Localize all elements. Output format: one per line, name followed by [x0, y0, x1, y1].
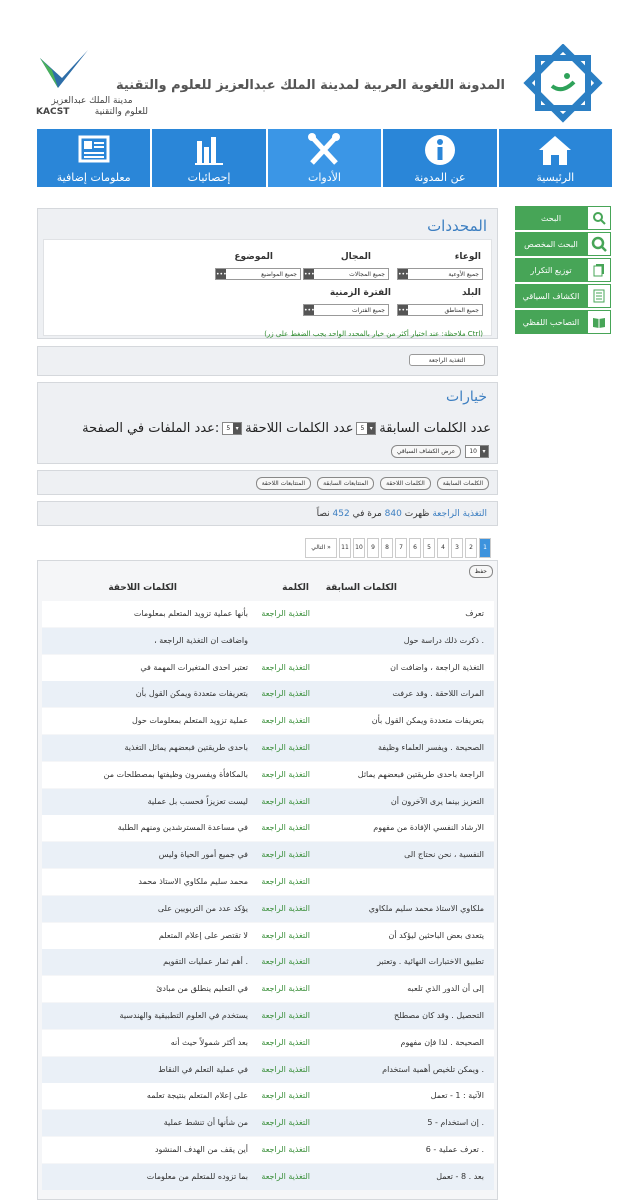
dropdown-icon: ▾ [480, 446, 488, 457]
prev-context-cell: تعرف عملية - 6 . [425, 1145, 484, 1154]
times-in-word: مرة في [352, 509, 382, 519]
next-context-cell: عملية تزويد المتعلم بمعلومات حول [131, 716, 248, 726]
table-row [42, 1164, 494, 1190]
files-label: عدد الملفات في الصفحة: [82, 421, 220, 436]
period-label: الفترة الزمنية [329, 288, 391, 298]
next-context-cell: يؤكد عدد من التربويين على [157, 903, 248, 913]
prev-context-cell: التحصيل . وقد كان مصطلح [394, 1011, 484, 1020]
page-link[interactable]: 4 [437, 538, 449, 558]
search-term-panel [37, 346, 498, 376]
concordance-table [37, 560, 498, 1200]
document-icon [74, 133, 114, 167]
next-context-cell: يستخدم في العلوم التطبيقية والهندسية [119, 1011, 248, 1020]
nav-home[interactable] [499, 129, 612, 187]
prev-context-cell: المرات اللاحقة . وقد عرفت [392, 689, 484, 699]
filters-title: المحددات [427, 217, 487, 235]
next-context-cell: على إعلام المتعلم بنتيجة تعلمه [146, 1091, 248, 1101]
next-context-cell: في عملية التعلم في النقاط [158, 1064, 248, 1074]
list-icon [587, 284, 611, 308]
sidebar-item-frequency[interactable] [515, 258, 611, 282]
prev-context-cell: التغذية الراجعة ، واضافت ان [390, 662, 484, 672]
texts-word: نصاً [316, 509, 330, 519]
prev-context-cell: ويمكن تلخيص أهمية استخدام . [382, 1064, 484, 1074]
kacst-abbr: KACST [36, 107, 70, 117]
keyword-cell[interactable]: التغذية الراجعة [261, 662, 310, 672]
sort-prev-words-button[interactable]: الكلمات السابقة [437, 477, 489, 490]
kacst-name-line2: للعلوم والتقنية [94, 107, 148, 117]
table-row [42, 896, 494, 922]
sidebar-item-label: البحث [540, 213, 562, 223]
table-row [42, 815, 494, 841]
next-context-cell: بأنها عملية تزويد المتعلم بمعلومات [133, 609, 248, 618]
show-row [391, 445, 489, 458]
next-words-value: 5 [226, 425, 231, 432]
prev-context-cell: بعد . 8 - تعمل [436, 1171, 484, 1181]
prev-words-label: عدد الكلمات السابقة [379, 421, 491, 436]
table-row [42, 708, 494, 734]
sort-next-sequences-button[interactable]: المتتابعات اللاحقة [256, 477, 311, 490]
pagination [305, 538, 491, 558]
next-context-cell: أهم ثمار عمليات التقويم . [163, 957, 248, 967]
field-select[interactable] [303, 268, 389, 280]
container-label: الوعاء [454, 252, 481, 262]
info-icon [420, 133, 460, 167]
nav-tools[interactable] [268, 129, 381, 187]
search-term-field[interactable] [409, 354, 485, 366]
page-link[interactable]: 5 [423, 538, 435, 558]
next-page-link[interactable]: التالي » [305, 538, 337, 558]
next-context-cell: في مساعدة المسترشدين ومنهم الطلبة [117, 823, 248, 833]
prev-words-value: 5 [360, 425, 365, 432]
keyword-cell[interactable]: التغذية الراجعة [261, 1011, 310, 1020]
field-label: المجال [340, 252, 371, 262]
corpus-logo[interactable] [520, 44, 606, 124]
col-header-word: الكلمة [282, 583, 309, 593]
nav-label: إحصائيات [187, 171, 231, 184]
page-link[interactable]: 9 [367, 538, 379, 558]
result-term[interactable]: التغذية الراجعة [432, 509, 487, 519]
page-link[interactable]: 2 [465, 538, 477, 558]
kacst-name-line1: مدينة الملك عبدالعزيز [51, 96, 133, 106]
save-button[interactable]: حفظ [469, 565, 493, 578]
nav-about[interactable] [383, 129, 496, 187]
nav-stats[interactable] [152, 129, 265, 187]
page-link[interactable]: 1 [479, 538, 491, 558]
sidebar-item-label: التصاحب اللفظي [522, 317, 580, 327]
prev-context-cell: إلى أن الدور الذي تلعبه [407, 984, 484, 994]
table-row [42, 735, 494, 761]
prev-context-cell: تطبيق الاختبارات النهائية . وتعتبر [377, 957, 484, 967]
prev-context-cell: التعزيز بينما يرى الآخرون أن [390, 796, 484, 806]
options-line [82, 421, 491, 436]
nav-label: الرئيسية [536, 171, 575, 184]
table-row [42, 655, 494, 681]
keyword-cell[interactable]: التغذية الراجعة [261, 984, 310, 994]
table-row [42, 1110, 494, 1136]
next-context-cell: في التعليم ينطلق من مبادئ [156, 984, 248, 994]
dropdown-icon: ••• [398, 307, 409, 314]
keyword-cell[interactable]: التغذية الراجعة [261, 957, 310, 967]
page-link[interactable]: 10 [353, 538, 365, 558]
files-value: 10 [469, 448, 477, 455]
prev-context-cell: الآتية : 1 - تعمل [430, 1091, 484, 1101]
topic-label: الموضوع [234, 252, 273, 262]
table-row [42, 789, 494, 815]
table-row [42, 949, 494, 975]
container-select[interactable] [397, 268, 483, 280]
sidebar-item-label: توزيع التكرار [530, 265, 572, 275]
table-row [42, 869, 494, 895]
table-row [42, 681, 494, 707]
keyword-cell[interactable]: التغذية الراجعة [261, 1171, 310, 1181]
keyword-cell[interactable]: التغذية الراجعة [261, 1091, 310, 1101]
keyword-cell[interactable]: التغذية الراجعة [261, 796, 310, 806]
sidebar-item-advanced-search[interactable] [515, 232, 611, 256]
bar-chart-icon [189, 133, 229, 167]
prev-context-cell: تعرف [465, 609, 484, 618]
result-count: 840 [384, 509, 402, 519]
book-icon [587, 310, 611, 334]
prev-context-cell: يتعدى بعض الباحثين ليؤكد أن [388, 930, 484, 940]
table-row [42, 762, 494, 788]
table-row [42, 1030, 494, 1056]
prev-context-cell: الارشاد النفسي الإفادة من مفهوم [373, 823, 484, 833]
next-context-cell: لا تقتصر على إعلام المتعلم [158, 930, 248, 940]
nav-label: معلومات إضافية [56, 171, 131, 184]
table-row [42, 1137, 494, 1163]
table-row [42, 976, 494, 1002]
prev-context-cell: النفسية ، نحن نحتاج الى [404, 850, 484, 860]
home-icon [535, 133, 575, 167]
show-concordance-button[interactable]: عرض الكشاف السياقي [391, 445, 462, 458]
next-context-cell: بتعريفات متعددة ويمكن القول بأن [135, 689, 248, 699]
field-value: جميع المجالات [349, 271, 385, 278]
keyword-cell[interactable]: التغذية الراجعة [261, 930, 310, 940]
options-title: خيارات [446, 389, 487, 405]
filters-panel [37, 208, 498, 339]
prev-context-cell: ذكرت ذلك دراسة حول . [403, 635, 484, 645]
next-context-cell: بالمكافأة ويفسرون وظيفتها بمصطلحات من [103, 769, 248, 779]
prev-words-select[interactable] [356, 422, 376, 435]
period-value: جميع الفترات [351, 307, 385, 314]
page-link[interactable]: 3 [451, 538, 463, 558]
keyword-cell[interactable]: التغذية الراجعة [261, 1064, 310, 1074]
sidebar-item-label: البحث المخصص [524, 239, 578, 249]
topic-select[interactable] [215, 268, 301, 280]
keyword-cell[interactable]: التغذية الراجعة [261, 769, 310, 779]
nav-label: عن المدونة [414, 171, 466, 184]
next-context-cell: في جميع أمور الحياة وليس [158, 850, 248, 860]
sidebar-item-concordance[interactable] [515, 284, 611, 308]
table-row [42, 1003, 494, 1029]
country-value: جميع المناطق [444, 307, 479, 314]
next-context-cell: ، واضافت ان التغذية الراجعة [154, 635, 248, 645]
dropdown-icon: ••• [398, 271, 409, 278]
next-context-cell: أين يقف من الهدف المنشود [154, 1145, 248, 1154]
result-summary [37, 501, 498, 526]
country-select[interactable] [397, 304, 483, 316]
advanced-search-icon [587, 232, 611, 256]
prev-context-cell: ملكاوي الاستاذ محمد سليم ملكاوي [368, 903, 484, 913]
filters-body [43, 239, 492, 336]
next-context-cell: بعد أكثر شمولاً حيث أنه [170, 1037, 248, 1047]
tools-icon [304, 133, 344, 167]
dropdown-icon: ••• [216, 271, 227, 278]
nav-label: الأدوات [308, 171, 341, 184]
options-panel [37, 382, 498, 464]
col-header-prev: الكلمات السابقة [325, 583, 397, 593]
next-context-cell: من شأنها أن تنشط عملية [163, 1118, 248, 1128]
kacst-name [36, 96, 148, 118]
sort-panel [37, 470, 498, 495]
keyword-cell[interactable]: التغذية الراجعة [261, 1037, 310, 1047]
keyword-cell[interactable]: التغذية الراجعة [261, 716, 310, 726]
page-link[interactable]: 8 [381, 538, 393, 558]
table-row [42, 1057, 494, 1083]
nav-more-info[interactable] [37, 129, 150, 187]
table-row [42, 601, 494, 627]
tools-sidebar [515, 206, 611, 336]
keyword-cell[interactable]: التغذية الراجعة [261, 903, 310, 913]
main-nav [37, 129, 612, 187]
next-words-label: عدد الكلمات اللاحقة [245, 421, 354, 436]
prev-context-cell: الصحيحة . ويفسر العلماء وظيفة [377, 743, 484, 752]
keyword-cell[interactable]: التغذية الراجعة [261, 850, 310, 860]
sidebar-item-search[interactable] [515, 206, 611, 230]
table-row [42, 1083, 494, 1109]
keyword-cell[interactable]: التغذية الراجعة [261, 877, 310, 886]
next-context-cell: بما تزوده للمتعلم من معلومات [146, 1171, 248, 1181]
next-context-cell: باحدى طريقتين فبعضهم يماثل التغذية [124, 743, 248, 752]
site-title: المدونة اللغوية العربية لمدينة الملك عبدالعزيز للعلوم والتقنية [116, 78, 505, 93]
container-value: جميع الأوعية [448, 271, 479, 278]
keyword-cell[interactable]: التغذية الراجعة [261, 743, 310, 752]
dropdown-icon: ••• [304, 271, 315, 278]
keyword-cell[interactable]: التغذية الراجعة [261, 609, 310, 618]
table-row [42, 923, 494, 949]
topic-value: جميع المواضيع [261, 271, 297, 278]
result-texts: 452 [332, 509, 350, 519]
next-context-cell: ليست تعزيزاً فحسب بل عملية [147, 796, 248, 806]
period-select[interactable] [303, 304, 389, 316]
sidebar-item-collocation[interactable] [515, 310, 611, 334]
appeared-word: ظهرت [404, 509, 430, 519]
table-row [42, 842, 494, 868]
next-context-cell: تعتبر احدى المتغيرات المهمة في [140, 662, 248, 672]
keyword-cell[interactable]: التغذية الراجعة [261, 1118, 310, 1128]
sort-prev-sequences-button[interactable]: المتتابعات السابقة [317, 477, 374, 490]
found-text [317, 509, 487, 519]
ctrl-note: (ملاحظة: عند اختيار أكثر من خيار بالمحدد الواحد يجب الضغط على زر Ctrl) [264, 330, 483, 338]
pages-icon [587, 258, 611, 282]
dropdown-icon: ▾ [367, 423, 375, 434]
page-link[interactable]: 11 [339, 538, 351, 558]
prev-context-cell: بتعريفات متعددة ويمكن القول بأن [371, 716, 484, 726]
sort-next-words-button[interactable]: الكلمات اللاحقة [380, 477, 431, 490]
dropdown-icon: ••• [304, 307, 315, 314]
prev-context-cell: الصحيحة . لذا فإن مفهوم [400, 1037, 484, 1047]
col-header-next: الكلمات اللاحقة [108, 583, 177, 593]
search-icon [587, 206, 611, 230]
keyword-cell[interactable]: التغذية الراجعة [261, 689, 310, 699]
country-label: البلد [461, 288, 481, 298]
table-row [42, 628, 494, 654]
files-select[interactable] [465, 445, 489, 458]
next-words-select[interactable] [222, 422, 242, 435]
sidebar-item-label: الكشاف السياقي [522, 291, 580, 301]
dropdown-icon: ▾ [233, 423, 241, 434]
keyword-cell[interactable]: التغذية الراجعة [261, 823, 310, 833]
keyword-cell[interactable]: التغذية الراجعة [261, 1145, 310, 1154]
page-link[interactable]: 7 [395, 538, 407, 558]
sort-buttons [256, 477, 489, 490]
next-context-cell: محمد سليم ملكاوي الاستاذ محمد [138, 877, 248, 886]
search-term-value: التغذية الراجعة [428, 357, 466, 364]
page-link[interactable]: 6 [409, 538, 421, 558]
prev-context-cell: إن استخدام - 5 . [427, 1118, 484, 1128]
prev-context-cell: الراجعة باحدى طريقتين فبعضهم يماثل [357, 769, 484, 779]
